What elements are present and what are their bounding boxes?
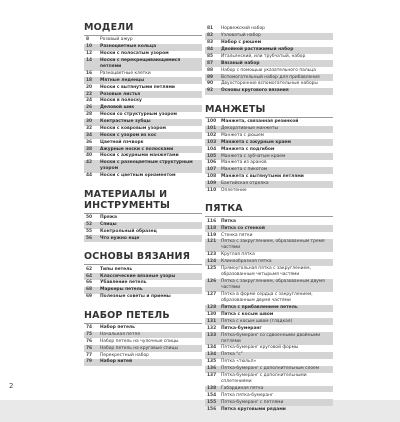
toc-page-number: 126 [207,279,217,285]
toc-page-number: 135 [207,359,217,365]
section-heading: МАТЕРИАЛЫ И ИНСТРУМЕНТЫ [84,189,202,214]
toc-entry-title: Ажурные носки с полосками [100,146,174,152]
toc-entry-title: Набор петель [100,325,135,331]
toc-entry-title: Носки с разноцветным структурным узором [100,160,193,172]
toc-entry-title: Пятка с косым швом [221,311,274,317]
toc-page-number: 30 [86,119,93,125]
toc-entry-title: Пятка-бумеранг с дополнительным слоем [221,366,320,372]
toc-page-number: 84 [207,47,214,53]
toc-page-number: 109 [207,181,217,187]
toc-page-number: 88 [207,67,214,73]
toc-entry[interactable] [84,98,202,105]
toc-entry-title: Носки с ковровым узором [100,125,166,131]
toc-entry-title: Оплетение [221,187,247,193]
section-heading: ПЯТКА [205,203,333,217]
toc-entry-title: Розовый ажур [100,37,133,43]
toc-entry[interactable] [84,287,202,294]
toc-entry[interactable] [84,112,202,119]
toc-entry[interactable] [205,218,333,225]
toc-page-number: 108 [207,174,217,180]
toc-entry[interactable] [84,215,202,222]
toc-page-number: 87 [207,60,214,66]
toc-entry-title: Пятка-бумеранг с петлями [221,399,284,405]
toc-entry[interactable] [205,312,333,319]
toc-section [205,203,333,413]
toc-entry[interactable] [84,325,202,332]
toc-entry[interactable] [84,84,202,91]
toc-page-number: 105 [207,153,217,159]
toc-entry-title: Пятка в форме сердца с закруглением, образованным двумя частями [221,292,313,304]
toc-page-number: 52 [86,222,93,228]
toc-entry-title: Носки с полосатым узором [100,51,169,57]
toc-entry-title: Что нужно еще [100,235,140,241]
toc-entry[interactable] [205,399,333,406]
toc-entry-title: Набор петель на чулочные спицы [100,338,179,344]
toc-section [84,22,202,180]
toc-entry-title: Розовые листья [100,91,141,97]
toc-page-number: 12 [86,51,93,57]
toc-page-number: 116 [207,218,217,224]
toc-entry[interactable] [205,266,333,279]
toc-page-number: 89 [207,74,214,80]
toc-entry[interactable] [84,160,202,173]
toc-entry[interactable] [205,305,333,312]
toc-entry-title: Пятка с закруглением, образованным двумя частями [221,279,325,291]
toc-entry-title: Носки с узором из кос [100,132,157,138]
toc-entry[interactable] [84,222,202,229]
toc-page-number: 121 [207,239,217,245]
toc-entry-title: Набор с помощью указательного пальца [221,67,316,73]
toc-entry[interactable] [205,392,333,399]
toc-entry-title: Спицы [100,222,117,228]
toc-page-number: 119 [207,232,217,238]
toc-entry-title: Носки с перекрещивающимися петлями [100,58,181,70]
toc-entry-title: Носки со структурным узором [100,112,178,118]
toc-entry[interactable] [84,235,202,242]
toc-entry[interactable] [84,58,202,71]
toc-entry[interactable] [205,181,333,188]
section-heading: ОСНОВЫ ВЯЗАНИЯ [84,251,202,265]
toc-entry[interactable] [84,105,202,112]
toc-page-number: 110 [207,187,217,193]
toc-page-number: 22 [86,91,93,97]
toc-entry-title: Типы петель [100,266,133,272]
toc-page-number: 36 [86,139,93,145]
toc-page-number: 128 [207,305,217,311]
toc-entry-title: Пятка-бумеранг круговой формы [221,345,299,351]
toc-entry[interactable] [205,406,333,413]
toc-entry-title: Убавление петель [100,280,147,286]
toc-entry[interactable] [205,54,333,61]
toc-entry-title: Пятка "с" [221,352,243,358]
toc-entry[interactable] [205,279,333,292]
toc-entry[interactable] [205,126,333,133]
toc-entry-title: Норвежский набор [221,26,265,32]
toc-entry[interactable] [205,174,333,181]
toc-entry-title: Двойной растяжимый набор [221,47,294,53]
toc-page-number: 90 [207,81,214,87]
toc-entry[interactable] [205,373,333,386]
toc-entry[interactable] [205,188,333,195]
toc-entry-title: Носки в полоску [100,98,142,104]
toc-entry-title: Пятка с косым швом (гладкая) [221,318,293,324]
toc-entry[interactable] [84,126,202,133]
toc-entry-title: Мятные леденцы [100,77,145,83]
toc-entry-title: Манжета с зубчатым краем [221,153,286,159]
toc-page-number: 155 [207,399,217,405]
toc-entry-title: Манжета из аранов [221,160,267,166]
toc-entry[interactable] [205,119,333,126]
toc-entry-title: Круглая пятка [221,252,255,258]
toc-entry[interactable] [84,139,202,146]
toc-page-number: 118 [207,225,217,231]
toc-page-number: 131 [207,318,217,324]
toc-page-number: 16 [86,70,93,76]
toc-entry[interactable] [205,33,333,40]
toc-entry-title: Манжета с подгибом [221,146,275,152]
toc-page-number: 69 [86,294,93,300]
toc-entry[interactable] [84,37,202,44]
toc-page-number: 132 [207,325,217,331]
toc-entry[interactable] [205,292,333,305]
toc-page-number: 14 [86,58,93,64]
toc-entry-title: Цветной пэчворк [100,139,144,145]
toc-page-number: 20 [86,84,93,90]
toc-page-number: 64 [86,273,93,279]
toc-entry-title: Стенка пятки [221,232,253,238]
toc-entry[interactable] [84,294,202,301]
toc-page-number: 82 [207,33,214,39]
toc-entry-title: Пятка пятка-бумеранг [221,392,274,398]
toc-page-number: 107 [207,167,217,173]
toc-entry[interactable] [84,71,202,78]
toc-entry[interactable] [84,119,202,126]
toc-page-number: 24 [86,98,93,104]
toc-page-number: 40 [86,153,93,159]
toc-entry[interactable] [205,133,333,140]
section-heading: МОДЕЛИ [84,22,202,36]
toc-page-number: 134 [207,345,217,351]
toc-entry-title: Начальная петля [100,331,140,337]
toc-entry-title: Основы кругового вязания [221,88,289,94]
toc-page-number: 133 [207,332,217,338]
toc-page-number: 103 [207,139,217,145]
toc-entry-title: Разноцветные кольца [100,44,157,50]
toc-entry[interactable] [205,352,333,359]
toc-entry-title: Узловатый набор [221,33,261,39]
toc-page-number: 32 [86,125,93,131]
toc-entry-title: Манжета с рюшем [221,132,264,138]
toc-entry-title: Пятка-бумеранг [221,325,262,331]
toc-entry-title: Носки с ажурными манжетами [100,153,179,159]
toc-entry-title: Маркеры петель [100,287,143,293]
toc-page-number: 130 [207,311,217,317]
toc-page-number: 137 [207,372,217,378]
toc-entry[interactable] [205,386,333,393]
toc-page-number: 76 [86,338,93,344]
toc-entry[interactable] [84,332,202,339]
toc-entry[interactable] [205,88,333,95]
toc-entry-title: Пятка с прибавлением петель [221,305,298,311]
toc-entry-title: Прямоугольная пятка с закруглением, образованным четырьмя частями [221,266,311,278]
toc-page-number: 154 [207,392,217,398]
toc-page-number: 26 [86,105,93,111]
toc-section [205,26,333,95]
toc-entry[interactable] [84,173,202,180]
toc-page-number: 102 [207,132,217,138]
toc-entry-title: Пятка «тюльп» [221,359,257,365]
toc-entry-title: Пятка [221,218,236,224]
toc-entry[interactable] [84,44,202,51]
toc-entry-title: Полезные советы и приемы [100,294,171,300]
toc-right-column [205,26,333,422]
toc-page-number: 38 [86,146,93,152]
toc-entry-title: Габардиная пятка [221,385,264,391]
toc-entry[interactable] [205,332,333,345]
toc-entry[interactable] [205,60,333,67]
toc-entry[interactable] [205,359,333,366]
toc-entry-title: Набор нитей [100,359,133,365]
toc-page-number: 66 [86,280,93,286]
toc-page-number: 100 [207,119,217,125]
toc-page-number: 104 [207,146,217,152]
toc-page-number: 138 [207,385,217,391]
toc-page-number: 136 [207,366,217,372]
toc-entry[interactable] [84,280,202,287]
toc-entry-title: Манжета с вытянутыми петлями [221,174,304,180]
toc-page-number: 56 [86,235,93,241]
toc-entry-title: Набор с рюшем [221,40,262,46]
toc-section [84,251,202,300]
toc-entry[interactable] [205,225,333,232]
toc-page-number: 83 [207,40,214,46]
toc-page-number: 81 [207,26,214,32]
toc-entry-title: Бактийская отделка [221,181,269,187]
toc-page-number: 92 [207,88,214,94]
toc-page-number: 34 [86,132,93,138]
toc-entry-title: Деловой шик [100,105,135,111]
toc-page-number: 75 [86,331,93,337]
toc-entry[interactable] [205,160,333,167]
toc-entry[interactable] [84,345,202,352]
toc-entry[interactable] [205,167,333,174]
toc-entry-title: Контрастные зубцы [100,119,151,125]
toc-entry[interactable] [205,232,333,239]
toc-entry[interactable] [205,318,333,325]
toc-entry[interactable] [205,366,333,373]
toc-entry[interactable] [84,77,202,84]
toc-page-number: 44 [86,173,93,179]
toc-entry[interactable] [205,345,333,352]
toc-entry-title: Классические вязаные узоры [100,273,176,279]
toc-entry-title: Пятка-бумеранг со сдвоенными двойными петлями [221,332,321,344]
toc-entry[interactable] [205,252,333,259]
toc-page-number: 124 [207,259,217,265]
toc-entry-title: Набор петель на круговые спицы [100,345,178,351]
toc-entry[interactable] [205,26,333,33]
toc-entry[interactable] [205,81,333,88]
toc-entry[interactable] [205,153,333,160]
section-heading: МАНЖЕТЫ [205,104,333,118]
toc-entry[interactable] [205,40,333,47]
toc-entry-title: Двухсторонние вспомогательные наборы [221,81,318,87]
toc-entry[interactable] [84,51,202,58]
toc-entry-title: Пятка круговыми рядами [221,406,286,412]
toc-entry-title: Носки с цветным орнаментом [100,173,176,179]
toc-entry[interactable] [205,239,333,252]
section-heading: НАБОР ПЕТЕЛЬ [84,310,202,324]
toc-page-number: 62 [86,266,93,272]
toc-page-number: 125 [207,266,217,272]
toc-page-number: 10 [86,44,93,50]
toc-section [84,189,202,243]
toc-entry[interactable] [84,132,202,139]
page-number: 2 [9,382,14,390]
toc-page-number: 134 [207,352,217,358]
toc-entry-title: Перекрестный набор [100,352,149,358]
toc-entry-title: Пряжа [100,215,117,221]
toc-left-column [84,22,202,375]
toc-entry-title: Манжета, связанная резинкой [221,119,299,125]
toc-entry[interactable] [205,146,333,153]
toc-page-number: 68 [86,287,93,293]
toc-page-number: 77 [86,352,93,358]
toc-entry-title: Манжета с ажурным краем [221,139,291,145]
toc-entry[interactable] [84,266,202,273]
toc-page-number: 74 [86,325,93,331]
toc-entry-title: Пятка с закруглением, образованным тремя частями [221,239,325,251]
toc-entry-title: Декоративные манжеты [221,126,278,132]
toc-page-number: 106 [207,160,217,166]
toc-entry-title: Пятка со стенкой [221,225,265,231]
toc-entry-title: Вязаный набор [221,60,260,66]
toc-entry[interactable] [205,74,333,81]
toc-entry-title: Вспомогательный набор для прибавления [221,74,320,80]
toc-page-number: 101 [207,126,217,132]
toc-entry[interactable] [205,139,333,146]
toc-page-number: 42 [86,160,93,166]
toc-entry[interactable] [84,153,202,160]
toc-entry-title: Разноцветные клетки [100,70,151,76]
toc-page-number: 156 [207,406,217,412]
toc-page-number: 79 [86,359,93,365]
toc-entry-title: Манжета с пикотом [221,167,268,173]
toc-entry-title: Контрольный образец [100,228,157,234]
toc-page-number: 76 [86,345,93,351]
toc-page-number: 50 [86,215,93,221]
toc-entry[interactable] [205,47,333,54]
toc-section [205,104,333,195]
toc-page-number: 28 [86,112,93,118]
toc-entry[interactable] [84,359,202,366]
toc-entry-title: Итальянский, или трубчатый, набор [221,53,306,59]
toc-page-number: 18 [86,77,93,83]
toc-entry[interactable] [205,259,333,266]
toc-entry-title: Клинообразная пятка [221,259,272,265]
toc-page-number: 85 [207,53,214,59]
toc-page-number: 8 [86,37,90,43]
toc-entry-title: Носки с вытянутыми петлями [100,84,175,90]
toc-entry[interactable] [84,338,202,345]
toc-page-number: 127 [207,292,217,298]
toc-entry[interactable] [84,229,202,236]
toc-entry[interactable] [205,325,333,332]
toc-entry-title: Пятка-бумеранг с дополнительными сплетениями [221,372,307,385]
toc-entry[interactable] [205,67,333,74]
toc-page-number: 123 [207,252,217,258]
toc-section [84,310,202,366]
toc-page-number: 55 [86,228,93,234]
